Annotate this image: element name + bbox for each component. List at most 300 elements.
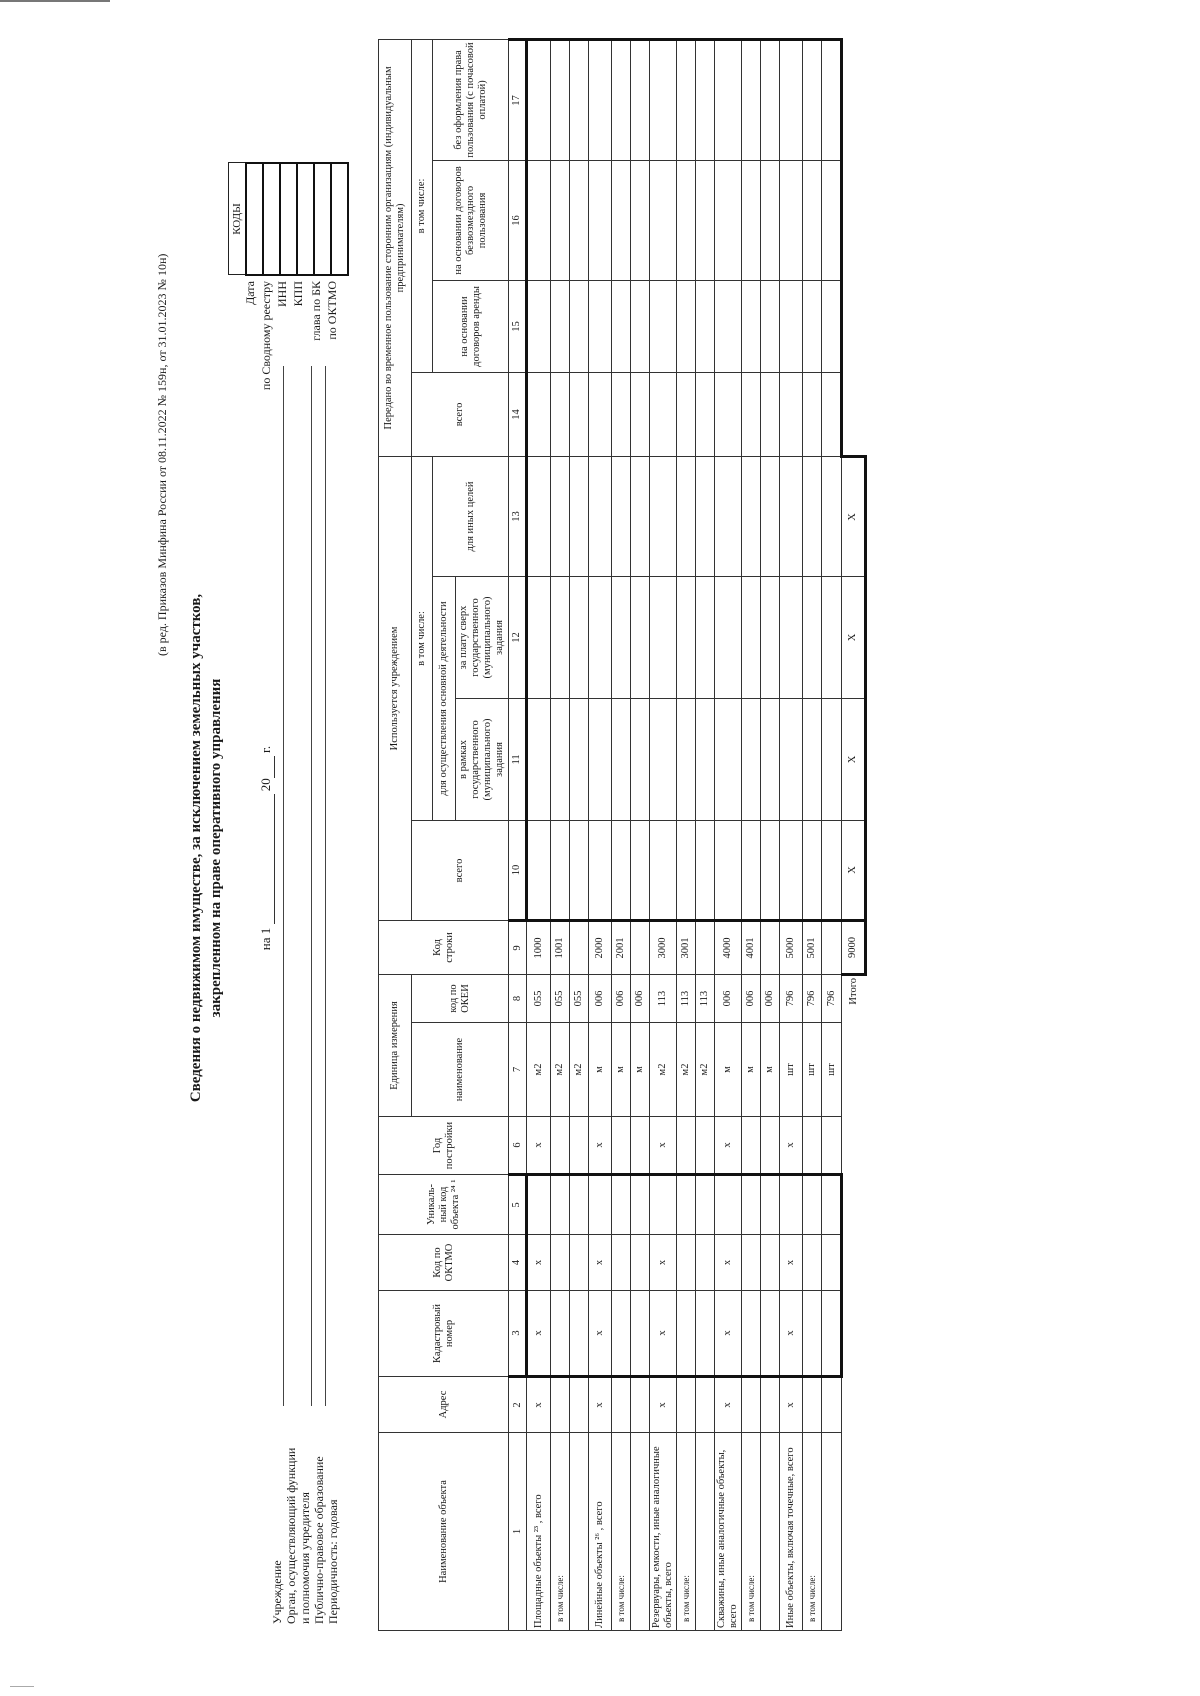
th-free-use: на основании договоров безвозмездного пользования (433, 160, 509, 280)
within-task-cell[interactable] (631, 698, 650, 820)
unit-name-cell: м (631, 1023, 650, 1117)
transferred-total-cell[interactable] (631, 372, 650, 456)
cadastral-cell[interactable] (612, 1291, 631, 1377)
municipality-field[interactable] (325, 366, 326, 1406)
transferred-total-cell[interactable] (612, 372, 631, 456)
unique-code-cell[interactable] (612, 1175, 631, 1235)
over-task-cell[interactable] (631, 576, 650, 698)
date-prefix: на 1 (258, 927, 273, 951)
address-cell[interactable] (742, 1377, 761, 1433)
no-formalization-cell[interactable] (527, 39, 551, 160)
used-total-cell[interactable] (715, 820, 742, 920)
used-total-cell[interactable] (589, 820, 612, 920)
code-label-date: Дата (243, 281, 257, 305)
unique-code-cell[interactable] (822, 1175, 842, 1235)
within-task-cell[interactable] (589, 698, 612, 820)
year-cell[interactable] (631, 1117, 650, 1175)
within-task-cell[interactable] (527, 698, 551, 820)
oktmo-cell[interactable] (631, 1235, 650, 1291)
year-cell[interactable] (551, 1117, 570, 1175)
oktmo-cell[interactable] (742, 1235, 761, 1291)
within-task-cell[interactable] (761, 698, 780, 820)
unit-name-cell: шт (803, 1023, 822, 1117)
code-cell-oktmo[interactable] (331, 163, 348, 275)
oktmo-cell[interactable] (822, 1235, 842, 1291)
transferred-total-cell[interactable] (761, 372, 780, 456)
transferred-total-cell[interactable] (742, 372, 761, 456)
rent-cell[interactable] (650, 280, 677, 372)
column-number: 4 (509, 1235, 527, 1291)
okei-code-cell: 006 (761, 974, 780, 1022)
year-cell: х (527, 1117, 551, 1175)
okei-code-cell: 113 (677, 974, 696, 1022)
line-code-cell (631, 920, 650, 974)
table-row (761, 39, 780, 1630)
address-cell[interactable] (570, 1377, 589, 1433)
cadastral-cell: х (527, 1291, 551, 1377)
cadastral-cell[interactable] (822, 1291, 842, 1377)
line-code-cell (822, 920, 842, 974)
used-total-cell[interactable] (803, 820, 822, 920)
over-task-cell[interactable] (803, 576, 822, 698)
object-name-cell: в том числе: (803, 1433, 822, 1631)
rent-cell[interactable] (589, 280, 612, 372)
within-task-cell[interactable] (570, 698, 589, 820)
rent-cell[interactable] (696, 280, 715, 372)
year-cell: х (780, 1117, 803, 1175)
oktmo-cell: х (589, 1235, 612, 1291)
codes-table (228, 162, 349, 276)
transferred-total-cell[interactable] (715, 372, 742, 456)
year-cell[interactable] (822, 1117, 842, 1175)
address-cell[interactable] (803, 1377, 822, 1433)
oktmo-cell[interactable] (551, 1235, 570, 1291)
object-name-cell (631, 1433, 650, 1631)
th-unit-name: наименование (412, 1023, 509, 1117)
no-formalization-cell[interactable] (742, 39, 761, 160)
used-total-cell[interactable] (696, 820, 715, 920)
cadastral-cell[interactable] (570, 1291, 589, 1377)
no-formalization-cell[interactable] (551, 39, 570, 160)
institution-field[interactable] (283, 366, 284, 1406)
unique-code-cell[interactable] (650, 1175, 677, 1235)
unique-code-cell[interactable] (761, 1175, 780, 1235)
rent-cell[interactable] (780, 280, 803, 372)
okei-code-cell: 055 (570, 974, 589, 1022)
within-task-cell[interactable] (612, 698, 631, 820)
no-formalization-cell[interactable] (570, 39, 589, 160)
code-label-inn: ИНН (275, 281, 289, 307)
line-code-cell (761, 920, 780, 974)
cadastral-cell[interactable] (761, 1291, 780, 1377)
address-cell: х (589, 1377, 612, 1433)
rent-cell[interactable] (742, 280, 761, 372)
other-purposes-cell[interactable] (650, 456, 677, 576)
date-blank[interactable] (258, 794, 275, 924)
transferred-total-cell[interactable] (803, 372, 822, 456)
unique-code-cell[interactable] (589, 1175, 612, 1235)
rent-cell[interactable] (631, 280, 650, 372)
okei-code-cell: 055 (551, 974, 570, 1022)
cadastral-cell[interactable] (803, 1291, 822, 1377)
used-total-cell[interactable] (631, 820, 650, 920)
address-cell: х (715, 1377, 742, 1433)
other-purposes-cell[interactable] (761, 456, 780, 576)
year-cell[interactable] (761, 1117, 780, 1175)
free-use-cell[interactable] (780, 160, 803, 280)
other-purposes-cell[interactable] (589, 456, 612, 576)
authority-label-2: и полномочия учредителя (298, 1492, 312, 1624)
municipality-label: Публично-правовое образование (312, 1456, 326, 1624)
transferred-total-cell[interactable] (589, 372, 612, 456)
free-use-cell[interactable] (570, 160, 589, 280)
form-title-line1: Сведения о недвижимом имуществе, за исключением земельных участков, (188, 593, 204, 1103)
free-use-cell[interactable] (551, 160, 570, 280)
used-total-cell[interactable] (761, 820, 780, 920)
line-code-cell: 2000 (589, 920, 612, 974)
unit-name-cell: м2 (677, 1023, 696, 1117)
other-purposes-cell[interactable] (822, 456, 842, 576)
year-cell[interactable] (677, 1117, 696, 1175)
total-within-task: Х (842, 698, 866, 820)
property-table-body (527, 39, 866, 1630)
within-task-cell[interactable] (780, 698, 803, 820)
over-task-cell[interactable] (650, 576, 677, 698)
transferred-total-cell[interactable] (677, 372, 696, 456)
column-number: 10 (509, 820, 527, 920)
table-row (742, 39, 761, 1630)
code-cell-registry[interactable] (263, 163, 280, 275)
unit-name-cell: шт (822, 1023, 842, 1117)
no-formalization-cell[interactable] (650, 39, 677, 160)
unit-name-cell: м2 (570, 1023, 589, 1117)
over-task-cell[interactable] (612, 576, 631, 698)
address-cell[interactable] (822, 1377, 842, 1433)
table-row (527, 39, 551, 1630)
unique-code-cell[interactable] (780, 1175, 803, 1235)
over-task-cell[interactable] (551, 576, 570, 698)
total-label: Итого (847, 977, 859, 1005)
th-transferred-total: всего (412, 372, 509, 456)
no-formalization-cell[interactable] (631, 39, 650, 160)
cadastral-cell[interactable] (551, 1291, 570, 1377)
cadastral-cell: х (589, 1291, 612, 1377)
cadastral-cell[interactable] (631, 1291, 650, 1377)
no-formalization-cell[interactable] (677, 39, 696, 160)
code-label-kpp: КПП (291, 281, 305, 307)
year-cell[interactable] (570, 1117, 589, 1175)
line-code-cell: 1000 (527, 920, 551, 974)
unique-code-cell[interactable] (527, 1175, 551, 1235)
address-cell[interactable] (696, 1377, 715, 1433)
table-row (677, 39, 696, 1630)
th-oktmo: Код по ОКТМО (379, 1235, 509, 1291)
over-task-cell[interactable] (696, 576, 715, 698)
other-purposes-cell[interactable] (677, 456, 696, 576)
transferred-total-cell[interactable] (650, 372, 677, 456)
unit-name-cell: м2 (527, 1023, 551, 1117)
over-task-cell[interactable] (715, 576, 742, 698)
unique-code-cell[interactable] (631, 1175, 650, 1235)
over-task-cell[interactable] (742, 576, 761, 698)
transferred-total-cell[interactable] (527, 372, 551, 456)
line-code-cell: 5001 (803, 920, 822, 974)
free-use-cell[interactable] (612, 160, 631, 280)
unique-code-cell[interactable] (551, 1175, 570, 1235)
unique-code-cell[interactable] (696, 1175, 715, 1235)
free-use-cell[interactable] (650, 160, 677, 280)
free-use-cell[interactable] (803, 160, 822, 280)
year-cell[interactable] (696, 1117, 715, 1175)
table-row (822, 39, 842, 1630)
over-task-cell[interactable] (570, 576, 589, 698)
unique-code-cell[interactable] (677, 1175, 696, 1235)
rent-cell[interactable] (677, 280, 696, 372)
year-blank[interactable] (258, 756, 275, 778)
oktmo-cell[interactable] (761, 1235, 780, 1291)
unique-code-cell[interactable] (803, 1175, 822, 1235)
th-unit-group: Единица измерения (379, 974, 412, 1116)
line-code-cell (696, 920, 715, 974)
used-total-cell[interactable] (780, 820, 803, 920)
cadastral-cell[interactable] (742, 1291, 761, 1377)
transferred-total-cell[interactable] (822, 372, 842, 456)
transferred-total-cell[interactable] (551, 372, 570, 456)
th-address: Адрес (379, 1377, 509, 1433)
code-cell-bk[interactable] (314, 163, 331, 275)
unit-name-cell: шт (780, 1023, 803, 1117)
th-used-group: Используется учреждением (379, 456, 412, 920)
other-purposes-cell[interactable] (551, 456, 570, 576)
th-no-formalization: без оформления права пользования (с почасовой оплатой) (433, 39, 509, 160)
year-cell[interactable] (742, 1117, 761, 1175)
cadastral-cell: х (650, 1291, 677, 1377)
okei-code-cell: 796 (822, 974, 842, 1022)
oktmo-cell[interactable] (803, 1235, 822, 1291)
free-use-cell[interactable] (822, 160, 842, 280)
over-task-cell[interactable] (677, 576, 696, 698)
over-task-cell[interactable] (761, 576, 780, 698)
line-code-cell: 3000 (650, 920, 677, 974)
column-numbers-row (509, 39, 527, 1630)
unique-code-cell[interactable] (715, 1175, 742, 1235)
free-use-cell[interactable] (696, 160, 715, 280)
th-used-total: всего (412, 820, 509, 920)
other-purposes-cell[interactable] (631, 456, 650, 576)
institution-label: Учреждение (270, 1560, 284, 1624)
rent-cell[interactable] (715, 280, 742, 372)
rent-cell[interactable] (822, 280, 842, 372)
code-cell-kpp[interactable] (297, 163, 314, 275)
th-transferred-group: Передано во временное пользование сторонним организациям (индивидуальным предпринимателям) (379, 39, 412, 456)
used-total-cell[interactable] (551, 820, 570, 920)
transferred-total-cell[interactable] (570, 372, 589, 456)
within-task-cell[interactable] (742, 698, 761, 820)
no-formalization-cell[interactable] (612, 39, 631, 160)
table-row (803, 39, 822, 1630)
used-total-cell[interactable] (822, 820, 842, 920)
free-use-cell[interactable] (742, 160, 761, 280)
cadastral-cell[interactable] (696, 1291, 715, 1377)
th-rent: на основании договоров аренды (433, 280, 509, 372)
free-use-cell[interactable] (527, 160, 551, 280)
table-row (612, 39, 631, 1630)
no-formalization-cell[interactable] (589, 39, 612, 160)
th-over-task: за плату сверх государственного (муниципального) задания (456, 576, 509, 698)
object-name-cell (570, 1433, 589, 1631)
code-label-bk: глава по БК (309, 281, 323, 341)
oktmo-cell[interactable] (612, 1235, 631, 1291)
total-other-purposes: Х (842, 456, 866, 576)
other-purposes-cell[interactable] (742, 456, 761, 576)
column-number: 8 (509, 974, 527, 1022)
total-row (842, 39, 866, 1630)
no-formalization-cell[interactable] (803, 39, 822, 160)
unit-name-cell: м (742, 1023, 761, 1117)
year-suffix: г. (258, 745, 273, 753)
line-code-cell: 3001 (677, 920, 696, 974)
other-purposes-cell[interactable] (715, 456, 742, 576)
free-use-cell[interactable] (589, 160, 612, 280)
okei-code-cell: 796 (803, 974, 822, 1022)
within-task-cell[interactable] (803, 698, 822, 820)
over-task-cell[interactable] (780, 576, 803, 698)
no-formalization-cell[interactable] (696, 39, 715, 160)
okei-code-cell: 006 (631, 974, 650, 1022)
used-total-cell[interactable] (570, 820, 589, 920)
okei-code-cell: 113 (650, 974, 677, 1022)
column-number: 9 (509, 920, 527, 974)
within-task-cell[interactable] (677, 698, 696, 820)
table-row (650, 39, 677, 1630)
unit-name-cell: м (612, 1023, 631, 1117)
th-line-code: Код строки (379, 920, 509, 974)
okei-code-cell: 006 (612, 974, 631, 1022)
rent-cell[interactable] (612, 280, 631, 372)
rent-cell[interactable] (761, 280, 780, 372)
cadastral-cell[interactable] (677, 1291, 696, 1377)
th-main-activity: для осуществления основной деятельности (433, 576, 456, 820)
column-number: 14 (509, 372, 527, 456)
object-name-cell: в том числе: (551, 1433, 570, 1631)
transferred-total-cell[interactable] (696, 372, 715, 456)
other-purposes-cell[interactable] (696, 456, 715, 576)
free-use-cell[interactable] (715, 160, 742, 280)
within-task-cell[interactable] (822, 698, 842, 820)
no-formalization-cell[interactable] (715, 39, 742, 160)
table-row (780, 39, 803, 1630)
total-over-task: Х (842, 576, 866, 698)
free-use-cell[interactable] (761, 160, 780, 280)
other-purposes-cell[interactable] (570, 456, 589, 576)
column-number: 3 (509, 1291, 527, 1377)
address-cell[interactable] (677, 1377, 696, 1433)
within-task-cell[interactable] (696, 698, 715, 820)
th-within-task: в рамках государственного (муниципального) задания (456, 698, 509, 820)
unit-name-cell: м2 (696, 1023, 715, 1117)
address-cell[interactable] (612, 1377, 631, 1433)
no-formalization-cell[interactable] (780, 39, 803, 160)
used-total-cell[interactable] (677, 820, 696, 920)
used-total-cell[interactable] (527, 820, 551, 920)
th-year: Год постройки (379, 1117, 509, 1175)
address-cell: х (780, 1377, 803, 1433)
address-cell[interactable] (761, 1377, 780, 1433)
oktmo-cell[interactable] (696, 1235, 715, 1291)
object-name-cell (696, 1433, 715, 1631)
table-row (551, 39, 570, 1630)
over-task-cell[interactable] (589, 576, 612, 698)
within-task-cell[interactable] (715, 698, 742, 820)
other-purposes-cell[interactable] (527, 456, 551, 576)
used-total-cell[interactable] (612, 820, 631, 920)
line-code-cell (570, 920, 589, 974)
line-code-cell: 4001 (742, 920, 761, 974)
column-number: 12 (509, 576, 527, 698)
object-name-cell (822, 1433, 842, 1631)
year-prefix: 20 (258, 778, 273, 792)
rent-cell[interactable] (570, 280, 589, 372)
year-cell: х (650, 1117, 677, 1175)
other-purposes-cell[interactable] (803, 456, 822, 576)
year-cell[interactable] (803, 1117, 822, 1175)
object-name-cell: Скважины, иные аналогичные объекты, всего (715, 1433, 742, 1631)
code-label-registry: по Сводному реестру (259, 281, 273, 391)
address-cell[interactable] (631, 1377, 650, 1433)
within-task-cell[interactable] (551, 698, 570, 820)
total-row-spacer (842, 1023, 866, 1631)
no-formalization-cell[interactable] (761, 39, 780, 160)
code-label-oktmo: по ОКТМО (325, 281, 339, 340)
within-task-cell[interactable] (650, 698, 677, 820)
table-row (589, 39, 612, 1630)
column-number: 1 (509, 1433, 527, 1631)
address-cell: х (650, 1377, 677, 1433)
used-total-cell[interactable] (650, 820, 677, 920)
oktmo-cell[interactable] (677, 1235, 696, 1291)
rent-cell[interactable] (803, 280, 822, 372)
no-formalization-cell[interactable] (822, 39, 842, 160)
rent-cell[interactable] (527, 280, 551, 372)
code-cell-date[interactable] (246, 163, 263, 275)
oktmo-cell[interactable] (570, 1235, 589, 1291)
other-purposes-cell[interactable] (780, 456, 803, 576)
free-use-cell[interactable] (631, 160, 650, 280)
unique-code-cell[interactable] (570, 1175, 589, 1235)
rent-cell[interactable] (551, 280, 570, 372)
unique-code-cell[interactable] (742, 1175, 761, 1235)
transferred-total-cell[interactable] (780, 372, 803, 456)
code-cell-inn[interactable] (280, 163, 297, 275)
authority-field[interactable] (311, 366, 312, 1406)
address-cell[interactable] (551, 1377, 570, 1433)
object-name-cell: в том числе: (742, 1433, 761, 1631)
line-code-cell: 5000 (780, 920, 803, 974)
column-number: 5 (509, 1175, 527, 1235)
over-task-cell[interactable] (822, 576, 842, 698)
over-task-cell[interactable] (527, 576, 551, 698)
object-name-cell: в том числе: (612, 1433, 631, 1631)
okei-code-cell: 006 (589, 974, 612, 1022)
th-other-purposes: для иных целей (433, 456, 509, 576)
free-use-cell[interactable] (677, 160, 696, 280)
okei-code-cell: 006 (742, 974, 761, 1022)
year-cell[interactable] (612, 1117, 631, 1175)
other-purposes-cell[interactable] (612, 456, 631, 576)
used-total-cell[interactable] (742, 820, 761, 920)
th-incl: в том числе: (412, 456, 433, 820)
unit-name-cell: м (715, 1023, 742, 1117)
